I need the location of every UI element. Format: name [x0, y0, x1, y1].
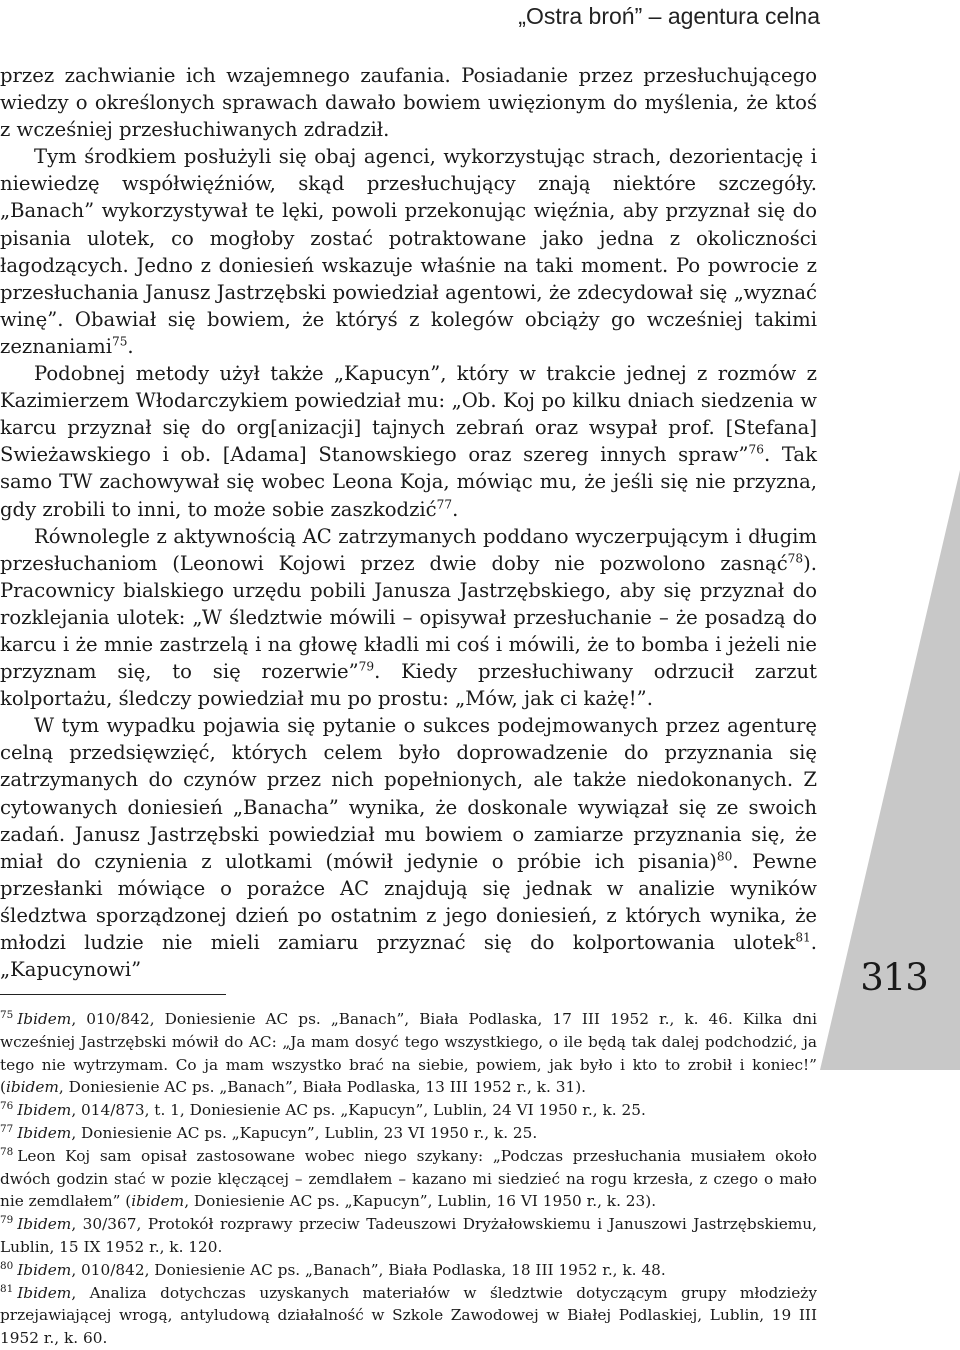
footnote-number: 81: [0, 1282, 14, 1295]
text-run: . „Kapucynowi”: [0, 931, 817, 982]
footnote-ref: 79: [358, 659, 375, 674]
footnote-ref: 78: [787, 551, 804, 566]
footnote-italic: ibidem: [131, 1192, 185, 1211]
body-paragraph: [0, 62, 817, 143]
running-head: „Ostra broń” – agentura celna: [518, 3, 820, 29]
footnote-text: , Doniesienie AC ps. „Kapucyn”, Lublin, 23 VI 1950 r., k. 25.: [71, 1123, 538, 1142]
text-run: Tym środkiem posłużyli się obaj agenci, wykorzystując strach, dezorientację i niewiedzę współwięźniów, skąd przesłuchujący znają niektóre szczegóły. „Banach” wykorzystywał te lęki, powoli przekonując więźnia, aby przyznał się do pisania ulotek, co mogłoby zostać potraktowane jako jedna z okoliczności łagodzących. Jedno z doniesień wskazuje właśnie na taki moment. Po powrocie z przesłuchania Janusz Jastrzębski powiedział agentowi, że zdecydował się „wyznać winę”. Obawiał się bowiem, że któryś z kolegów obciąży go wcześniej takimi zeznaniami: [0, 145, 817, 358]
footnote-number: 76: [0, 1100, 14, 1113]
footnote: [0, 1259, 817, 1282]
footnote: [0, 1213, 817, 1259]
footnote-text: , 30/367, Protokół rozprawy przeciw Tadeuszowi Dryżałowskiemu i Januszowi Jastrzębskiemu, Lublin, 15 IX 1952 r., k. 120.: [0, 1215, 817, 1256]
footnote-italic: Ibidem: [17, 1010, 72, 1028]
text-run: Równolegle z aktywnością AC zatrzymanych poddano wyczerpującym i długim przesłuchaniom (Leonowi Kojowi przez dwie doby nie pozwolono zasnąć: [0, 524, 817, 575]
text-run: .: [452, 497, 459, 521]
footnote-separator: [0, 994, 226, 995]
footnote: [0, 1008, 817, 1099]
footnote: [0, 1122, 817, 1145]
text-run: .: [127, 334, 134, 358]
footnote-italic: Ibidem: [17, 1283, 72, 1302]
footnote-number: 75: [0, 1009, 14, 1022]
body-paragraph: [0, 523, 817, 713]
page-number: 313: [860, 956, 928, 999]
footnote-ref: 76: [748, 442, 764, 457]
footnote-ref: 75: [111, 334, 128, 349]
body-text: [0, 62, 817, 983]
footnote-text: , 010/842, Doniesienie AC ps. „Banach”, Biała Podlaska, 18 III 1952 r., k. 48.: [71, 1260, 666, 1279]
footnote-italic: Ibidem: [17, 1260, 72, 1279]
footnote-text: , Doniesienie AC ps. „Banach”, Biała Podlaska, 13 III 1952 r., k. 31).: [58, 1078, 587, 1097]
body-paragraph: [0, 143, 817, 360]
footnote-italic: Ibidem: [17, 1101, 72, 1120]
footnote-text: , 010/842, Doniesienie AC ps. „Banach”, Biała Podlaska, 17 III 1952 r., k. 46. Kilka dni wcześniej Jastrzębski mówił do AC: „Ja mam dosyć tego wszystkiego, o ile będą tak dalej podchodzić, ja tego nie wytrzymam. Co ja mam wszystko brać na siebie, powiem, jak było i kto to zrobił i koniec!” (: [0, 1010, 817, 1097]
footnote: [0, 1145, 817, 1213]
body-paragraph: [0, 712, 817, 983]
text-run: . Tak samo TW zachowywał się wobec Leona Koja, mówiąc mu, że jeśli się nie przyzna, gdy zrobili to inni, to może sobie zaszkodzić: [0, 443, 817, 521]
text-run: . Kiedy przesłuchiwany odrzucił zarzut kolportażu, śledczy powiedział mu po prostu: „Mów, jak ci każę!”.: [0, 660, 817, 711]
footnote-italic: Ibidem: [17, 1215, 72, 1234]
footnote-number: 80: [0, 1260, 14, 1273]
footnote-text: , 014/873, t. 1, Doniesienie AC ps. „Kapucyn”, Lublin, 24 VI 1950 r., k. 25.: [71, 1101, 646, 1120]
footnote-number: 78: [0, 1146, 14, 1159]
text-run: . Pewne przesłanki mówiące o porażce AC znajdują się jednak w analizie wyników śledztwa sporządzonej dzień po ostatnim z jego doniesień, z których wynika, że młodzi ludzie nie mieli zamiaru przyznać się do kolportowania ulotek: [0, 849, 818, 954]
footnote-ref: 81: [795, 930, 811, 945]
text-run: W tym wypadku pojawia się pytanie o sukces podejmowanych przez agenturę celną przedsięwzięć, których celem było doprowadzenie do przyznania się zatrzymanych do czynów przez nich popełnionych, ale także niedokonanych. Z cytowanych doniesień „Banacha” wynika, że doskonale wywiązał się ze swoich zadań. Janusz Jastrzębski powiedział mu bowiem o zamiarze przyznania się, że miał do czynienia z ulotkami (mówił jedynie o próbie ich pisania): [0, 714, 817, 873]
footnote-italic: ibidem: [5, 1078, 59, 1097]
footnote: [0, 1282, 817, 1350]
text-run: przez zachwianie ich wzajemnego zaufania. Posiadanie przez przesłuchującego wiedzy o określonych sprawach dawało bowiem uwięzionym do myślenia, że ktoś z wcześniej przesłuchiwanych zdradził.: [0, 64, 817, 142]
footnotes: [0, 1008, 817, 1350]
footnote-text: Leon Koj sam opisał zastosowane wobec niego szykany: „Podczas przesłuchania musiałem około dwóch godzin stać w pozie klęczącej – zemdlałem – kazano mi siedzieć na rogu krzesła, z czego o mało nie zemdlałem” (: [0, 1146, 817, 1211]
text-run: Podobnej metody użył także „Kapucyn”, który w trakcie jednej z rozmów z Kazimierzem Włodarczykiem powiedział mu: „Ob. Koj po kilku dniach siedzenia w karcu przyznał się do org[anizacji] tajnych zebrań oraz wsypał prof. [Stefana] Swieżawskiego i ob. [Adama] Stanowskiego oraz szereg innych spraw”: [0, 362, 817, 467]
footnote-text: , Doniesienie AC ps. „Kapucyn”, Lublin, 16 VI 1950 r., k. 23).: [184, 1192, 657, 1211]
footnote-italic: Ibidem: [17, 1123, 72, 1142]
footnote-text: , Analiza dotychczas uzyskanych materiałów w śledztwie dotyczącym grupy młodzieży przejawiającej wrogą, antyludową działalność w Szkole Zawodowej w Białej Podlaskiej, Lublin, 19 III 1952 r., k. 60.: [0, 1283, 817, 1348]
footnote-ref: 80: [716, 849, 733, 864]
body-paragraph: [0, 360, 817, 523]
footnote-number: 77: [0, 1123, 14, 1136]
footnote-ref: 77: [436, 496, 453, 511]
footnote-number: 79: [0, 1214, 14, 1227]
footnote: [0, 1099, 817, 1122]
text-run: ). Pracownicy bialskiego urzędu pobili Janusza Jastrzębskiego, aby się przyznał do rozklejania ulotek: „W śledztwie mówili – opisywał przesłuchanie – że posadzą do karcu i że mnie zastrzelą i na głowę kładli mi coś i mówili, że to bomba i jeżeli nie przyznam się, to się rozerwie”: [0, 551, 817, 684]
